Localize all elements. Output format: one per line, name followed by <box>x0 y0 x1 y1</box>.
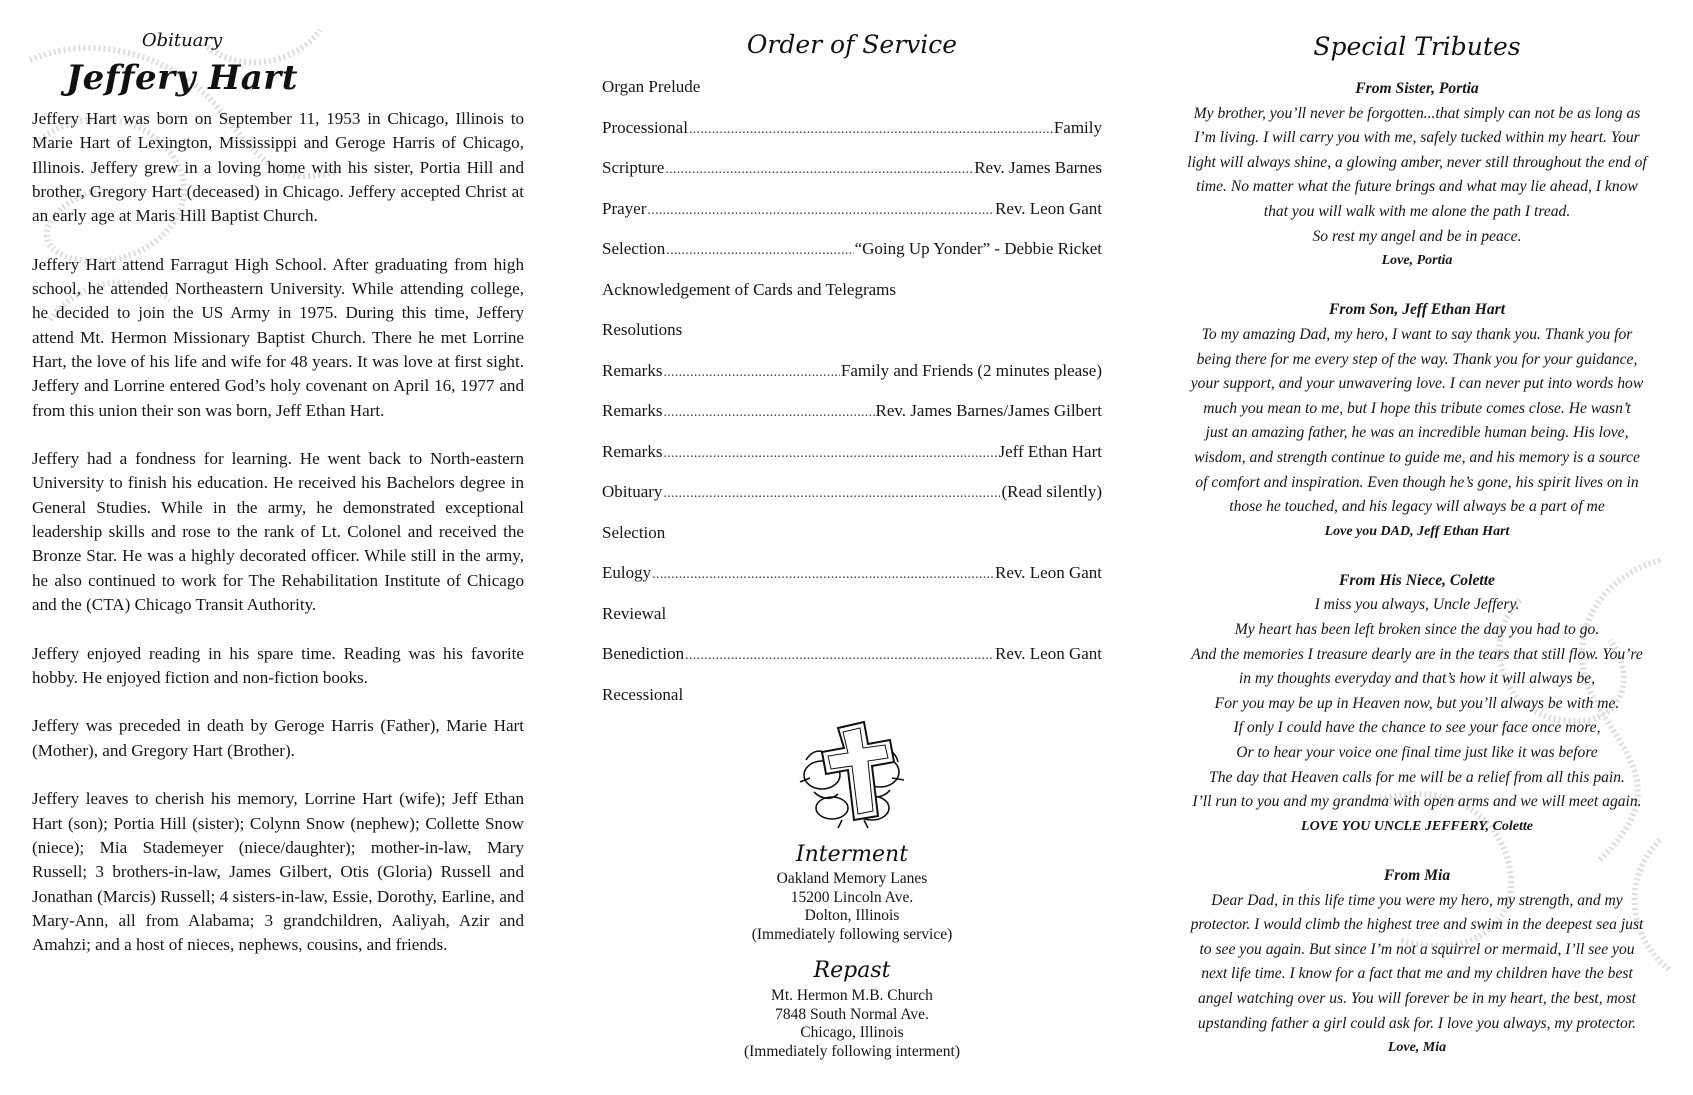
tribute-line: of comfort and inspiration. Even though he’s gone, his spirit lives on in <box>1195 473 1639 491</box>
tribute-line: To my amazing Dad, my hero, I want to say thank you. Thank you for <box>1201 325 1633 343</box>
service-item-label: Recessional <box>602 684 684 704</box>
dot-leader <box>663 361 839 381</box>
dot-leader <box>666 239 853 259</box>
tribute-line: So rest my angel and be in peace. <box>1312 227 1522 245</box>
interment-title: Interment <box>795 842 909 867</box>
tribute-heading: From Mia <box>1383 867 1451 884</box>
obituary-paragraph: Jeffery Hart was born on September 11, 1953 in Chicago, Illinois to Marie Hart of Lexington, Mississippi and Geroge Harris of Chicago, Illinois. Jeffery grew in a loving home with his sister, Portia Hill and brother, Gregory Hart (deceased) in Chicago. Jeffery accepted Christ at an early age at Maris Hill Baptist Church. <box>32 109 524 226</box>
service-item <box>602 604 1102 645</box>
service-item-participant: Rev. Leon Gant <box>994 644 1102 663</box>
tribute-entry <box>1162 569 1672 840</box>
tribute-entry <box>1162 298 1672 544</box>
service-item-participant: Family <box>1053 117 1102 137</box>
dot-leader <box>685 644 994 664</box>
service-item-label: Acknowledgement of Cards and Telegrams <box>602 279 897 299</box>
tribute-line: your support, and your unwavering love. I can never put into words how <box>1190 375 1644 393</box>
tribute-line: light will always shine, a glowing amber, never still throughout the end of <box>1187 153 1647 171</box>
dot-leader <box>689 118 1053 138</box>
obituary-body <box>32 107 524 982</box>
tribute-line: Dear Dad, in this life time you were my hero, my strength, and my <box>1211 891 1623 909</box>
service-item-participant: Rev. James Barnes <box>974 158 1102 177</box>
tributes-list <box>1162 77 1672 1085</box>
service-item <box>602 563 1102 604</box>
service-item-label: Benediction <box>602 644 685 663</box>
tribute-line: I’ll run to you and my grandma with open arms and we will meet again. <box>1192 793 1642 811</box>
tribute-line: upstanding father a girl could ask for. I love you always, my protector. <box>1197 1014 1637 1032</box>
obituary-paragraph: Jeffery had a fondness for learning. He went back to North-eastern University to finish his education. He received his Bachelors degree in General Studies. While in the army, he demonstrated exceptional leadership skills and rose to the rank of Lt. Colonel and received the Bronze Star. He was a highly decorated officer. While still in the army, he also continued to work for The Rehabilitation Institute of Chicago and the (CTA) Chicago Transit Authority. <box>32 449 524 614</box>
service-item <box>602 644 1102 685</box>
service-item <box>602 199 1102 240</box>
tribute-heading: From His Niece, Colette <box>1339 571 1495 589</box>
tribute-line: those he touched, and his legacy will always be a part of me <box>1229 498 1605 516</box>
obituary-paragraph: Jeffery Hart attend Farragut High School. After graduating from high school, he attended Northeastern University. While attending college, he decided to join the US Army in 1975. During this time, Jeffery attend Mt. Hermon Missionary Baptist Church. There he met Lorrine Hart, the love of his life and wife for 48 years. It was love at first sight. Jeffery and Lorrine entered God’s holy covenant on April 16, 1977 and from this union their son was born, Jeff Ethan Hart. <box>32 254 524 420</box>
tribute-line: I’m living. I will carry you with me, safely tucked within my heart. Your <box>1194 129 1640 147</box>
service-item-label: Scripture <box>602 158 665 177</box>
service-item-label: Obituary <box>602 482 663 501</box>
tribute-line: in my thoughts everyday and that’s how it will always be, <box>1238 670 1596 688</box>
tribute-entry <box>1162 864 1672 1061</box>
service-item <box>602 77 1102 118</box>
interment-line: Oakland Memory Lanes <box>776 870 928 887</box>
service-item-label: Selection <box>602 522 666 542</box>
tribute-signature: Love you DAD, Jeff Ethan Hart <box>1324 523 1510 539</box>
service-item <box>602 482 1102 523</box>
tribute-line: much you mean to me, but I hope this tribute comes close. He wasn’t <box>1203 399 1631 417</box>
tribute-signature: Love, Portia <box>1381 253 1453 269</box>
tribute-line: For you may be up in Heaven now, but you’ll always be with me. <box>1214 694 1620 712</box>
obituary-paragraph: Jeffery leaves to cherish his memory, Lorrine Hart (wife); Jeff Ethan Hart (son); Portia Hill (sister); Colynn Snow (nephew); Collette Snow (niece); Mia Stademeyer (niece/daughter); mother-in-law, Mary Russell; 3 brothers-in-law, James Gilbert, Otis (Gloria) Russell and Jonathan (Marcis) Russell; 4 sisters-in-law, Essie, Dorothy, Earline, and Mary-Ann, all from Alabama; 3 grandchildren, Aaliyah, Azir and Amahzi; and a host of nieces, nephews, cousins, and friends. <box>32 789 524 955</box>
tribute-line: Or to hear your voice one final time just like it was before <box>1236 744 1598 762</box>
dot-leader <box>665 158 973 178</box>
service-item <box>602 158 1102 199</box>
dot-leader <box>652 563 994 583</box>
service-item-label: Eulogy <box>602 563 652 582</box>
service-program-list <box>602 77 1102 725</box>
obituary-paragraph: Jeffery enjoyed reading in his spare time. Reading was his favorite hobby. He enjoyed fiction and non-fiction books. <box>32 643 524 687</box>
tribute-heading: From Son, Jeff Ethan Hart <box>1328 301 1506 319</box>
tribute-line: next life time. I know for a fact that me and my children have the best <box>1201 965 1633 983</box>
service-item-label: Remarks <box>602 441 663 461</box>
service-item-label: Remarks <box>602 401 663 420</box>
service-item-participant: Rev. James Barnes/James Gilbert <box>875 401 1102 420</box>
interment-line: (Immediately following service) <box>751 925 953 943</box>
repast-line: 7848 South Normal Ave. <box>775 1005 929 1023</box>
service-item-participant: Jeff Ethan Hart <box>998 441 1102 461</box>
service-item <box>602 685 1102 726</box>
repast-details <box>602 987 1102 1061</box>
tribute-line: to see you again. But since I’m not a squirrel or mermaid, I’ll see you <box>1199 940 1635 958</box>
tribute-line: And the memories I treasure dearly are in the tears that still flow. You’re <box>1191 645 1643 663</box>
tribute-line: being there for me every step of the way. Thank you for your guidance, <box>1196 350 1638 368</box>
service-item <box>602 118 1102 159</box>
repast-line: Mt. Hermon M.B. Church <box>771 987 933 1004</box>
service-item-label: Reviewal <box>602 603 667 623</box>
tribute-line: just an amazing father, he was an incredible human being. His love, <box>1205 424 1629 442</box>
tribute-line: protector. I would climb the highest tree and swim in the deepest sea just <box>1190 916 1644 934</box>
service-item <box>602 523 1102 564</box>
tribute-line: I miss you always, Uncle Jeffery. <box>1314 596 1520 614</box>
tribute-signature: Love, Mia <box>1387 1040 1447 1056</box>
service-item-label: Prayer <box>602 198 647 218</box>
service-item-participant: (Read silently) <box>1001 482 1102 501</box>
dot-leader <box>663 401 874 421</box>
interment-line: 15200 Lincoln Ave. <box>790 888 914 906</box>
tribute-signature: LOVE YOU UNCLE JEFFERY, Colette <box>1301 818 1533 834</box>
cross-with-lilies-icon <box>792 720 910 830</box>
repast-line: Chicago, Illinois <box>800 1024 904 1041</box>
service-item-label: Resolutions <box>602 320 683 339</box>
service-item-participant: Rev. Leon Gant <box>994 563 1102 582</box>
tribute-line: The day that Heaven calls for me will be a relief from all this pain. <box>1209 768 1625 786</box>
tribute-entry <box>1162 77 1672 274</box>
interment-line: Dolton, Illinois <box>804 907 900 924</box>
obituary-kicker: Obituary <box>141 30 223 51</box>
tribute-line: angel watching over us. You will forever be in my heart, the best, most <box>1197 989 1637 1007</box>
service-item <box>602 239 1102 280</box>
special-tributes-title: Special Tributes <box>1313 32 1521 61</box>
service-item-participant: “Going Up Yonder” - Debbie Ricket <box>854 239 1102 258</box>
tribute-heading: From Sister, Portia <box>1355 80 1479 97</box>
tribute-line: If only I could have the chance to see your face once more, <box>1233 719 1601 737</box>
order-of-service-title: Order of Service <box>746 30 958 59</box>
repast-title: Repast <box>813 958 891 983</box>
tribute-line: that you will walk with me alone the path I tread. <box>1263 202 1571 220</box>
deceased-name: Jeffery Hart <box>66 58 298 98</box>
interment-details <box>602 870 1102 944</box>
service-item <box>602 442 1102 483</box>
tribute-line: My heart has been left broken since the day you had to go. <box>1234 621 1600 639</box>
service-item-participant: Family and Friends (2 minutes please) <box>840 360 1102 380</box>
service-item-label: Processional <box>602 117 688 137</box>
service-item <box>602 401 1102 442</box>
repast-line: (Immediately following interment) <box>743 1042 961 1060</box>
service-item-label: Selection <box>602 239 666 258</box>
dot-leader <box>647 199 994 219</box>
service-item <box>602 361 1102 402</box>
tribute-line: My brother, you’ll never be forgotten...that simply can not be as long as <box>1193 104 1641 122</box>
service-item-label: Organ Prelude <box>602 77 701 96</box>
service-item <box>602 320 1102 361</box>
service-item-participant: Rev. Leon Gant <box>994 198 1102 218</box>
tribute-line: wisdom, and strength continue to guide me, and his memory is a source <box>1194 448 1640 466</box>
service-item-label: Remarks <box>602 360 663 380</box>
dot-leader <box>663 482 1000 502</box>
dot-leader <box>663 442 997 462</box>
service-item <box>602 280 1102 321</box>
tribute-line: time. No matter what the future brings and what may lie ahead, I know <box>1196 178 1638 196</box>
obituary-paragraph: Jeffery was preceded in death by Geroge Harris (Father), Marie Hart (Mother), and Gregory Hart (Brother). <box>32 716 524 760</box>
